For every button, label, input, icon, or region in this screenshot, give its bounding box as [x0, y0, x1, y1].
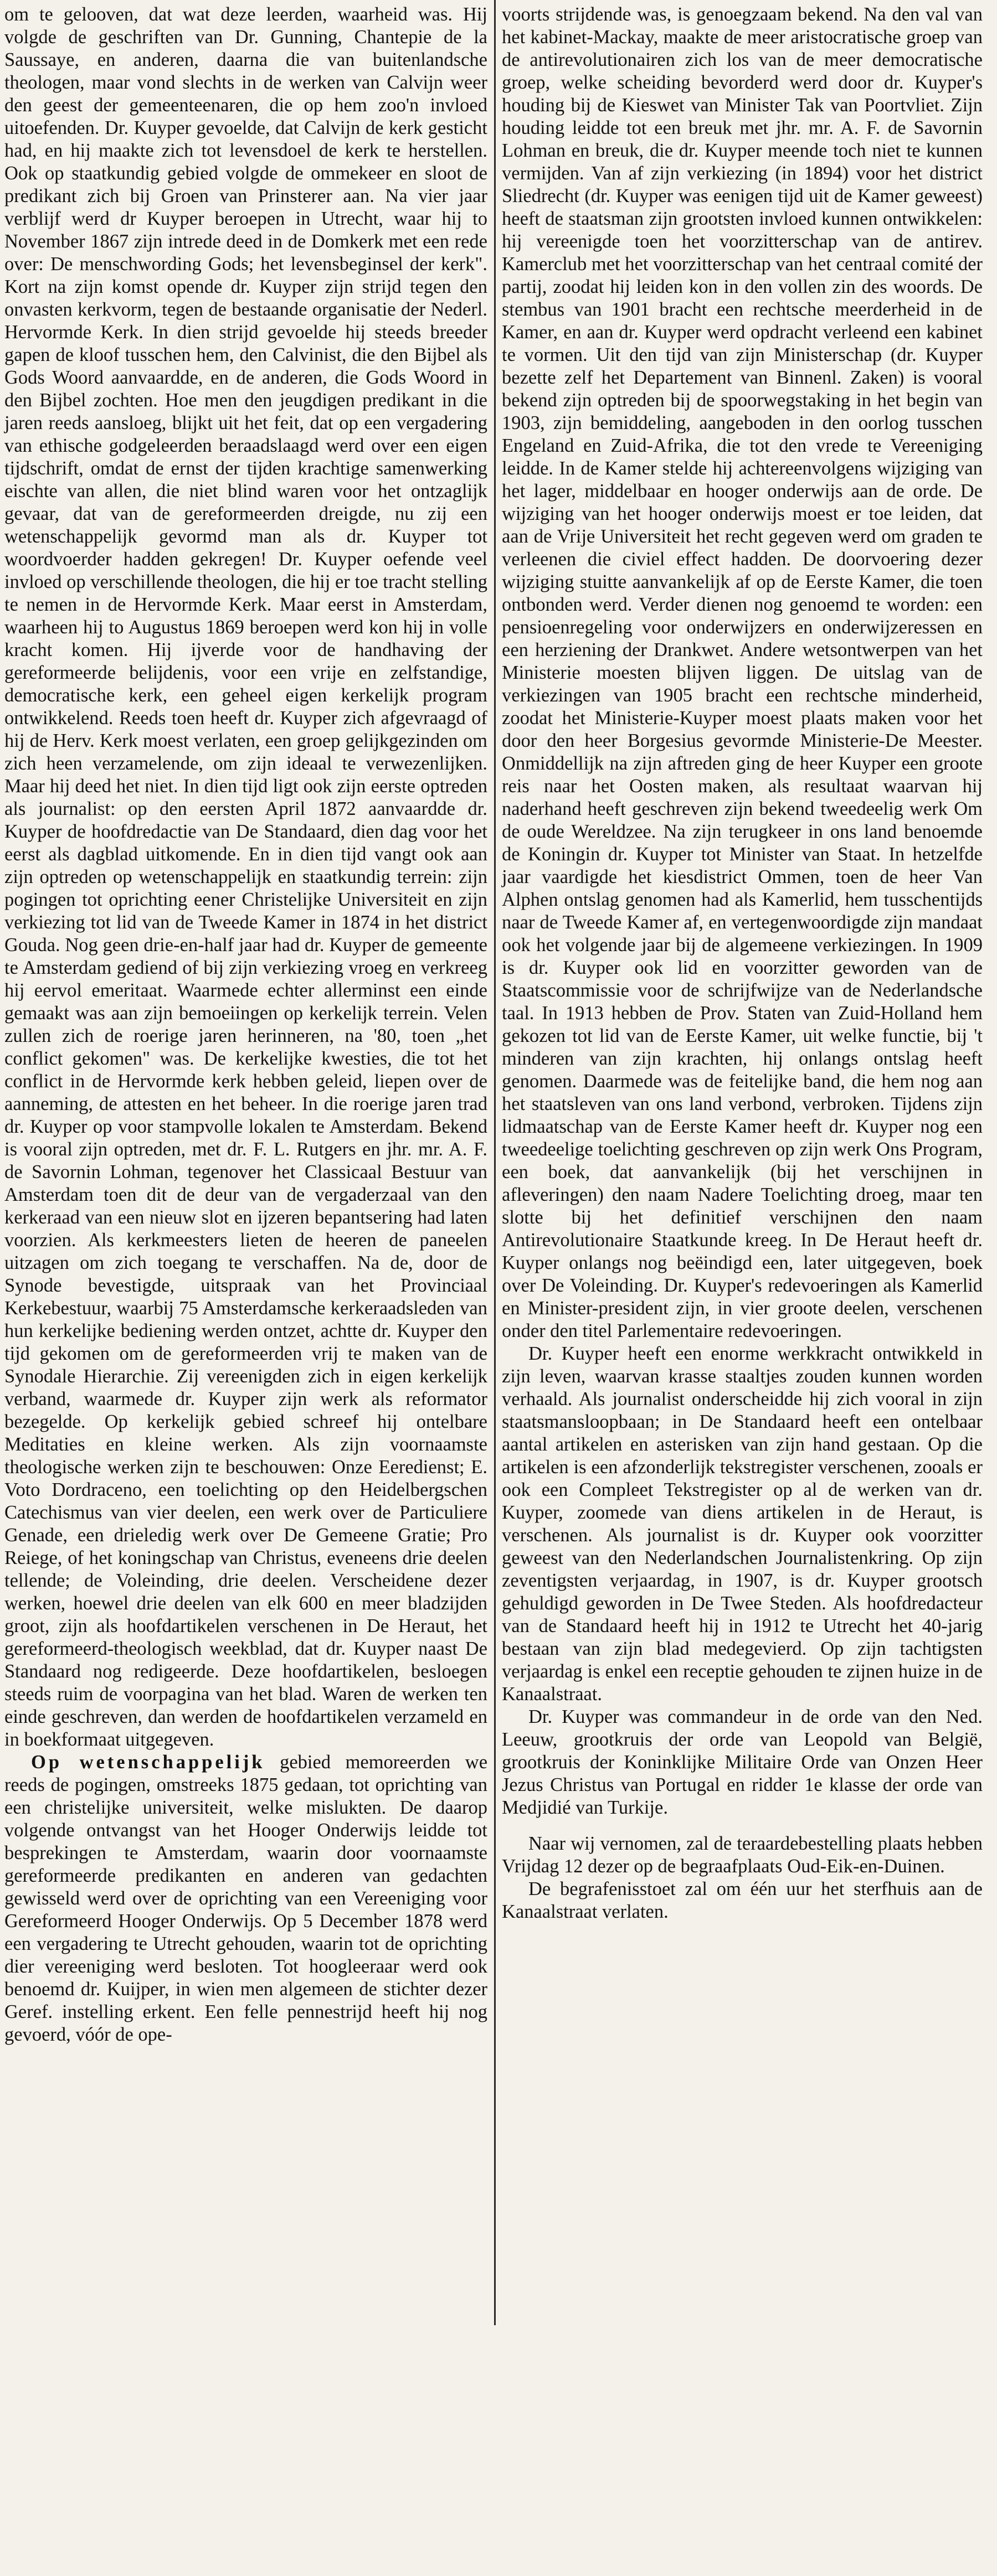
left-paragraph-2-body: gebied memoreerden we reeds de pogingen, omstreeks 1875 gedaan, tot oprichting van een christelijke universiteit, welke mislukten. De daarop volgende ontvangst van het Hooger Onderwijs leidde tot besprekingen te Amsterdam, waarin door voornaamste gereformeerde predikanten en anderen van gedachten gewisseld werd over de oprichting van een Vereeniging voor Gereformeerd Hooger Onderwijs. Op 5 December 1878 werd een vergadering te Utrecht gehouden, waarin tot de oprichting dier vereeniging werd besloten. Tot hoogleeraar werd ook benoemd dr. Kuijper, in wien men algemeen de stichter dezer Geref. instelling erkent. Een felle pennestrijd heeft hij nog gevoerd, vóór de ope-	[4, 1752, 488, 2045]
left-column	[4, 3, 487, 2046]
right-column	[502, 3, 983, 1923]
left-paragraph-2	[4, 1751, 487, 2046]
right-paragraph-3: Dr. Kuyper was commandeur in de orde van den Ned. Leeuw, grootkruis der orde van Leopold van België, grootkruis der Koninklijke Militaire Orde van Onzen Heer Jezus Christus van Portugal en ridder 1e klasse der orde van Medjidié van Turkije.	[502, 1706, 983, 1818]
left-paragraph-1: om te gelooven, dat wat deze leerden, waarheid was. Hij volgde de geschriften van Dr. Gunning, Chantepie de la Saussaye, en anderen, daarna die van buitenlandsche theologen, maar vond slechts in de werken van Calvijn weer den geest der gemeenteenaren, die op hem zoo'n invloed uitoefenden. Dr. Kuyper gevoelde, dat Calvijn de kerk gesticht had, en hij maakte zich tot levensdoel de kerk te herstellen. Ook op staatkundig gebied volgde de ommekeer en sloot de predikant zich bij Groen van Prinsterer aan. Na vier jaar verblijf werd dr Kuyper beroepen in Utrecht, waar hij to November 1867 zijn intrede deed in de Domkerk met een rede over: De menschwording Gods; het levensbeginsel der kerk". Kort na zijn komst opende dr. Kuyper zijn strijd tegen den onvasten kerkvorm, tegen de bestaande organisatie der Nederl. Hervormde Kerk. In dien strijd gevoelde hij steeds breeder gapen de kloof tusschen hem, den Calvinist, die den Bijbel als Gods Woord aanvaardde, en de anderen, die Gods Woord in den Bijbel zochten. Hoe men den jeugdigen predikant in die jaren reeds aansloeg, blijkt uit het feit, dat op een vergadering van ethische godgeleerden beraadslaagd werd over een eigen tijdschrift, omdat de ernst der tijden krachtige samenwerking eischte van allen, die niet blind waren voor het ontzaglijk gevaar, dat van de gereformeerden dreigde, nu zij een wetenschappelijk gevormd man als dr. Kuyper tot woordvoerder hadden gekregen! Dr. Kuyper oefende veel invloed op verschillende theologen, die hij er toe tracht stelling te nemen in de Hervormde Kerk. Maar eerst in Amsterdam, waarheen hij to Augustus 1869 beroepen werd kon hij in volle kracht komen. Hij ijverde voor de handhaving der gereformeerde belijdenis, voor een vrije en zelfstandige, democratische kerk, een geheel eigen kerkelijk program ontwikkelend. Reeds toen heeft dr. Kuyper zich afgevraagd of hij de Herv. Kerk moest verlaten, een groep gelijkgezinden om zich heen verzamelende, om zijn ideaal te verwezenlijken. Maar hij deed het niet. In dien tijd ligt ook zijn eerste optreden als journalist: op den eersten April 1872 aanvaardde dr. Kuyper de hoofdredactie van De Standaard, dien dag voor het eerst als dagblad uitkomende. En in dien tijd vangt ook aan zijn optreden op wetenschappelijk en staatkundig terrein: zijn pogingen tot oprichting eener Christelijke Universiteit en zijn verkiezing tot lid van de Tweede Kamer in 1874 in het district Gouda. Nog geen drie-en-half jaar had dr. Kuyper de gemeente te Amsterdam gediend of bij zijn verkiezing vroeg en verkreeg hij eervol emeritaat. Waarmede echter allerminst een einde gemaakt was aan zijn bemoeiingen op kerkelijk terrein. Velen zullen zich de roerige jaren herinneren, na '80, toen „het conflict gekomen" was. De kerkelijke kwesties, die tot het conflict in de Hervormde kerk hebben geleid, liepen over de aanneming, de attesten en het beheer. In die roerige jaren trad dr. Kuyper op voor stampvolle lokalen te Amsterdam. Bekend is vooral zijn optreden, met dr. F. L. Rutgers en jhr. mr. A. F. de Savornin Lohman, tegenover het Classicaal Bestuur van Amsterdam toen dit de deur van de vergaderzaal van den kerkeraad van een nieuw slot en ijzeren bepantsering had laten voorzien. Als kerkmeesters lieten de heeren de paneelen uitzagen om zich toegang te verschaffen. Na de, door de Synode bevestigde, uitspraak van het Provinciaal Kerkebestuur, waarbij 75 Amsterdamsche kerkeraadsleden van hun kerkelijke bediening werden ontzet, achtte dr. Kuyper den tijd gekomen om de gereformeerden vrij te maken van de Synodale Hierarchie. Zij vereenigden zich in eigen kerkelijk verband, waarmede dr. Kuyper zijn werk als reformator bezegelde. Op kerkelijk gebied schreef hij ontelbare Meditaties en kleine werken. Als zijn voornaamste theologische werken zijn te beschouwen: Onze Eeredienst; E. Voto Dordraceno, een toelichting op den Heidelbergschen Catechismus van vier deelen, een werk over de Particuliere Genade, een drieledig werk over De Gemeene Gratie; Pro Reiege, of het koningschap van Christus, eveneens drie deelen tellende; de Voleinding, drie deelen. Verscheidene dezer werken, hoewel drie deelen van elk 600 en meer bladzijden groot, zijn als hoofdartikelen verschenen in De Heraut, het gereformeerd-theologisch weekblad, dat dr. Kuyper naast De Standaard nog redigeerde. Deze hoofdartikelen, besloegen steeds ruim de voorpagina van het blad. Waren de werken ten einde geschreven, dan werden de hoofdartikelen verzameld en in boekformaat uitgegeven.	[4, 4, 487, 1750]
right-paragraph-1: voorts strijdende was, is genoegzaam bekend. Na den val van het kabinet-Mackay, maakte de meer aristocratische groep van de antirevolutionairen zich los van de meer democratische groep, welke scheiding bevorderd werd door dr. Kuyper's houding bij de Kieswet van Minister Tak van Poortvliet. Zijn houding leidde tot een breuk met jhr. mr. A. F. de Savornin Lohman en breuk, die dr. Kuyper meende toch niet te kunnen vermijden. Van af zijn verkiezing (in 1894) voor het district Sliedrecht (dr. Kuyper was eenigen tijd uit de Kamer geweest) heeft de staatsman zijn grootsten invloed kunnen ontwikkelen: hij vereenigde toen het voorzitterschap van de antirev. Kamerclub met het voorzitterschap van het centraal comité der partij, zoodat hij leiden kon in den vollen zin des woords. De stembus van 1901 bracht een rechtsche meerderheid in de Kamer, en aan dr. Kuyper werd opdracht verleend een kabinet te vormen. Uit den tijd van zijn Ministerschap (dr. Kuyper bezette zelf het Departement van Binnenl. Zaken) is vooral bekend zijn optreden bij de spoorwegstaking in het begin van 1903, zijn bemiddeling, aangeboden in den oorlog tusschen Engeland en Zuid-Afrika, die tot den vrede te Vereeniging leidde. In de Kamer stelde hij achtereenvolgens wijziging van het lager, middelbaar en hooger onderwijs aan de orde. De wijziging van het hooger onderwijs moest er toe leiden, dat aan de Vrije Universiteit het recht gegeven werd om graden te verleenen die civiel effect hadden. De doorvoering dezer wijziging stuitte aanvankelijk af op de Eerste Kamer, die toen ontbonden werd. Verder dienen nog genoemd te worden: een pensioenregeling voor onderwijzers en onderwijzeressen en een herziening der Drankwet. Andere wetsontwerpen van het Ministerie moesten blijven liggen. De uitslag van de verkiezingen van 1905 bracht een rechtsche minderheid, zoodat het Ministerie-Kuyper moest plaats maken voor het door den heer Borgesius gevormde Ministerie-De Meester. Onmiddellijk na zijn aftreden ging de heer Kuyper een groote reis naar het Oosten maken, als resultaat waarvan hij naderhand heeft geschreven zijn bekend tweedeelig werk Om de oude Wereldzee. Na zijn terugkeer in ons land benoemde de Koningin dr. Kuyper tot Minister van Staat. In hetzelfde jaar vaardigde het kiesdistrict Ommen, toen de heer Van Alphen ontslag genomen had als Kamerlid, hem tusschentijds naar de Tweede Kamer af, en vertegenwoordigde zijn mandaat ook het volgende jaar bij de algemeene verkiezingen. In 1909 is dr. Kuyper ook lid en voorzitter geworden van de Staatscommissie voor de schrijfwijze van de Nederlandsche taal. In 1913 hebben de Prov. Staten van Zuid-Holland hem gekozen tot lid van de Eerste Kamer, uit welke functie, bij 't minderen van zijn krachten, hij onlangs ontslag heeft genomen. Daarmede was de feitelijke band, die hem nog aan het staatsleven van ons land verbond, verbroken. Tijdens zijn lidmaatschap van de Eerste Kamer heeft dr. Kuyper nog een tweedeelige toelichting geschreven op zijn werk Ons Program, een boek, dat aanvankelijk (bij het verschijnen in afleveringen) den naam Nadere Toelichting droeg, maar ten slotte bij het definitief verschijnen den naam Antirevolutionaire Staatkunde kreeg. In De Heraut heeft dr. Kuyper onlangs nog beëindigd een, later uitgegeven, boek over De Voleinding. Dr. Kuyper's redevoeringen als Kamerlid en Minister-president zijn, in vier groote deelen, verschenen onder den titel Parlementaire redevoeringen.	[502, 4, 983, 1341]
column-rule	[494, 0, 496, 2325]
right-paragraph-2: Dr. Kuyper heeft een enorme werkkracht ontwikkeld in zijn leven, waarvan krasse staaltjes zouden kunnen worden verhaald. Als journalist onderscheidde hij zich vooral in zijn staatsmansloopbaan; in De Standaard heeft een ontelbaar aantal artikelen en asterisken van zijn hand gestaan. Op die artikelen is een afzonderlijk tekstregister verschenen, zooals er ook een Compleet Tekstregister op al de werken van dr. Kuyper, zoomede van diens artikelen in de Heraut, is verschenen. Als journalist is dr. Kuyper ook voorzitter geweest van den Nederlandschen Journalistenkring. Op zijn zeventigsten verjaardag, in 1907, is dr. Kuyper grootsch gehuldigd geworden in De Twee Steden. Als hoofdredacteur van de Standaard heeft hij in 1912 te Utrecht het 40-jarig bestaan van zijn blad medegevierd. Op zijn tachtigsten verjaardag is enkel een receptie gehouden te zijnen huize in de Kanaalstraat.	[502, 1343, 983, 1705]
spaced-lead: Op wetenschappelijk	[31, 1752, 265, 1773]
right-paragraph-4: Naar wij vernomen, zal de teraardebestelling plaats hebben Vrijdag 12 dezer op de begraafplaats Oud-Eik-en-Duinen.	[502, 1833, 983, 1877]
right-paragraph-5: De begrafenisstoet zal om één uur het sterfhuis aan de Kanaalstraat verlaten.	[502, 1878, 983, 1922]
